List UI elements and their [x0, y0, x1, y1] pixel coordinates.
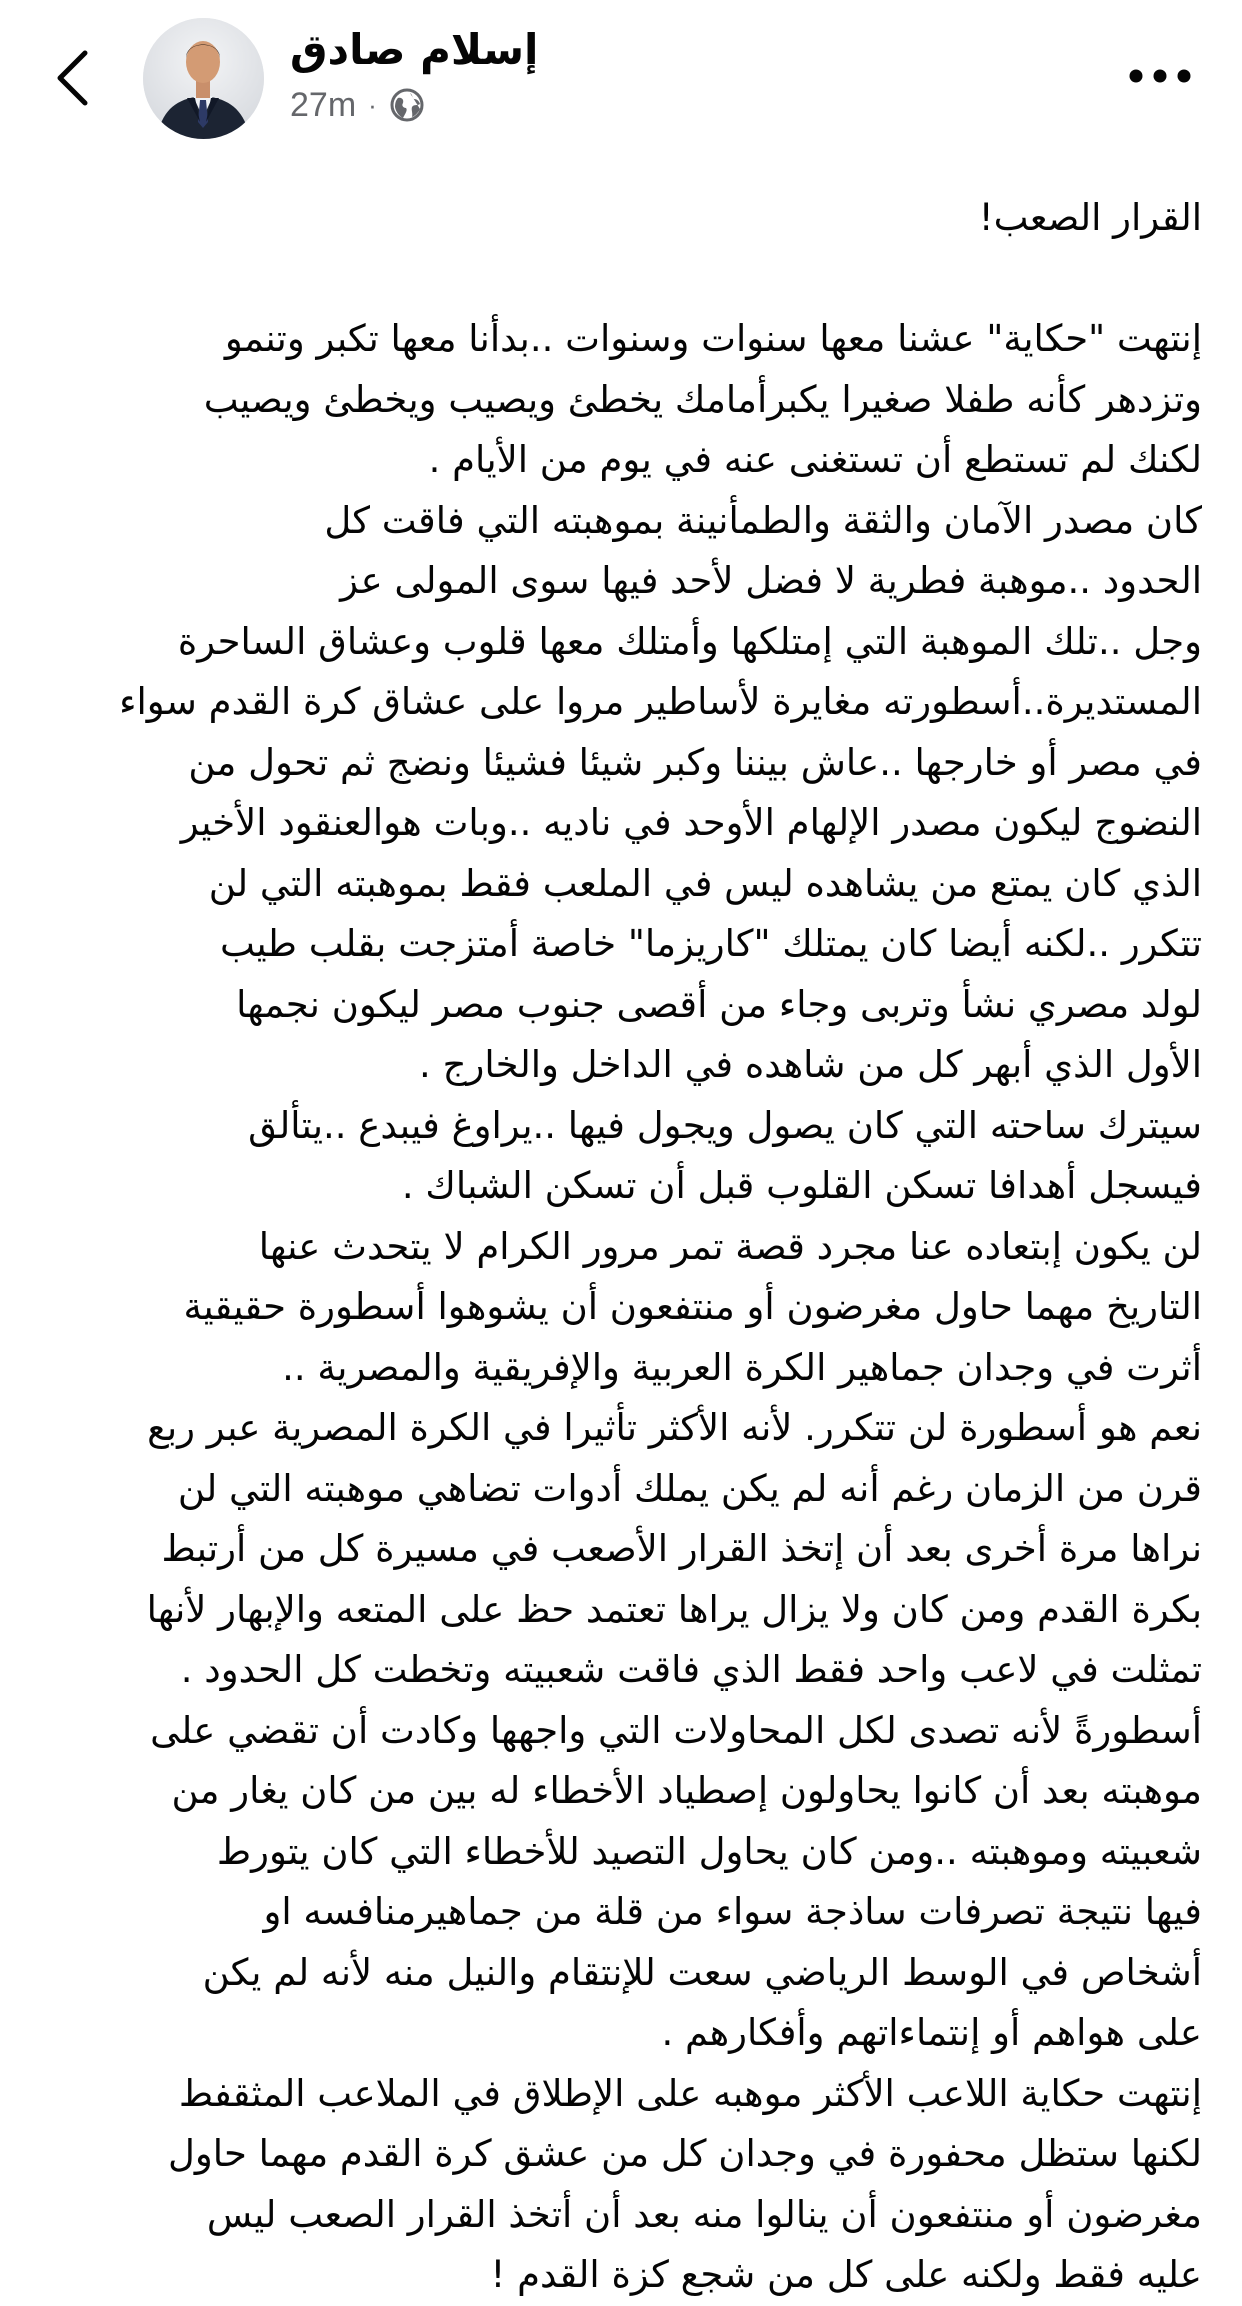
more-options-button[interactable]: [1120, 48, 1200, 104]
post-line: تمثلت في لاعب واحد فقط الذي فاقت شعبيته وتخطت كل الحدود .: [180, 1648, 1202, 1691]
more-horizontal-icon: [1128, 68, 1192, 84]
post-line: نراها مرة أخرى بعد أن إتخذ القرار الأصعب في مسيرة كل من أرتبط: [161, 1527, 1202, 1570]
post-meta: [290, 80, 425, 130]
post-line: لولد مصري نشأ وتربى وجاء من أقصى جنوب مصر ليكون نجمها: [236, 982, 1202, 1026]
post-line: أشخاص في الوسط الرياضي سعت للإنتقام والنيل منه لأنه لم يكن: [202, 1950, 1202, 1994]
post-line: التاريخ مهما حاول مغرضون أو منتفعون أن يشوهوا أسطورة حقيقية: [183, 1285, 1202, 1328]
post-line: وتزدهر كأنه طفلا صغيرا يكبرأمامك يخطئ ويصيب ويخطئ ويصيب: [203, 377, 1202, 421]
avatar[interactable]: [143, 18, 264, 139]
post-line: على هواهم أو إنتماءاتهم وأفكارهم .: [661, 2011, 1202, 2054]
post-line: وجل ..تلك الموهبة التي إمتلكها وأمتلك معها قلوب وعشاق الساحرة: [177, 619, 1202, 663]
timestamp[interactable]: 27m: [290, 85, 357, 124]
post-line: قرن من الزمان رغم أنه لم يكن يملك أدوات تضاهي موهبته التي لن: [177, 1466, 1202, 1510]
chevron-left-icon: [55, 49, 89, 107]
post-line: كان مصدر الآمان والثقة والطمأنينة بموهبته التي فاقت كل: [324, 498, 1202, 542]
post-line: إنتهت حكاية اللاعب الأكثر موهبه على الإطلاق في الملاعب المثقفط: [178, 2071, 1202, 2115]
author-name[interactable]: إسلام صادق: [290, 25, 539, 74]
paragraph-gap: [32, 249, 1202, 310]
post-line: سيترك ساحته التي كان يصول ويجول فيها ..يراوغ فيبدع ..يتألق: [248, 1103, 1202, 1147]
post-line: بكرة القدم ومن كان ولا يزال يراها تعتمد حظ على المتعه والإبهار لأنها: [146, 1587, 1202, 1631]
post-line: لن يكون إبتعاده عنا مجرد قصة تمر مرور الكرام لا يتحدث عنها: [258, 1224, 1202, 1268]
post-line: مغرضون أو منتفعون أن ينالوا منه بعد أن أتخذ القرار الصعب ليس: [206, 2192, 1202, 2236]
post-line: موهبته بعد أن كانوا يحاولون إصطياد الأخطاء له بين من كان يغار من: [171, 1769, 1202, 1812]
post-line: عليه فقط ولكنه على كل من شجع كزة القدم !: [490, 2253, 1202, 2296]
back-button[interactable]: [40, 40, 104, 116]
post-line: الأول الذي أبهر كل من شاهده في الداخل والخارج .: [419, 1043, 1202, 1086]
post-line: الذي كان يمتع من يشاهده ليس في الملعب فقط بموهبته التي لن: [208, 861, 1202, 905]
globe-icon: [389, 87, 425, 123]
post-line: المستديرة..أسطورته مغايرة لأساطير مروا على عشاق كرة القدم سواء: [119, 680, 1202, 723]
post-line: شعبيته وموهبته ..ومن كان يحاول التصيد للأخطاء التي كان يتورط: [216, 1829, 1202, 1873]
post-line: فيسجل أهدافا تسكن القلوب قبل أن تسكن الشباك .: [401, 1164, 1202, 1207]
post-line: نعم هو أسطورة لن تتكرر. لأنه الأكثر تأثيرا في الكرة المصرية عبر ربع: [147, 1406, 1202, 1449]
post-title: القرار الصعب!: [978, 196, 1202, 239]
meta-separator: ·: [368, 89, 377, 120]
avatar-photo: [143, 18, 264, 139]
post-line: الحدود ..موهبة فطرية لا فضل لأحد فيها سوى المولى عز: [340, 559, 1202, 602]
post-line: تتكرر ..لكنه أيضا كان يمتلك "كاريزما" خاصة أمتزجت بقلب طيب: [220, 922, 1202, 965]
post-line: في مصر أو خارجها ..عاش بيننا وكبر شيئا فشيئا ونضج ثم تحول من: [188, 740, 1202, 784]
post-line: أسطورةً لأنه تصدى لكل المحاولات التي واجهها وكادت أن تقضي على: [150, 1708, 1202, 1752]
post-header: [0, 0, 1242, 160]
post-line: إنتهت "حكاية" عشنا معها سنوات وسنوات ..بدأنا معها تكبر وتنمو: [224, 317, 1202, 360]
post-line: النضوج ليكون مصدر الإلهام الأوحد في ناديه ..وبات هوالعنقود الأخير: [180, 801, 1202, 844]
post-line: لكنك لم تستطع أن تستغنى عنه في يوم من الأيام .: [428, 438, 1202, 481]
post-line: لكنها ستظل محفورة في وجدان كل من عشق كرة القدم مهما حاول: [167, 2132, 1202, 2175]
post-line: فيها نتيجة تصرفات ساذجة سواء من قلة من جماهيرمنافسه او: [263, 1890, 1202, 1933]
post-text: [32, 188, 1202, 2306]
post-line: أثرت في وجدان جماهير الكرة العربية والإفريقية والمصرية ..: [282, 1345, 1202, 1389]
